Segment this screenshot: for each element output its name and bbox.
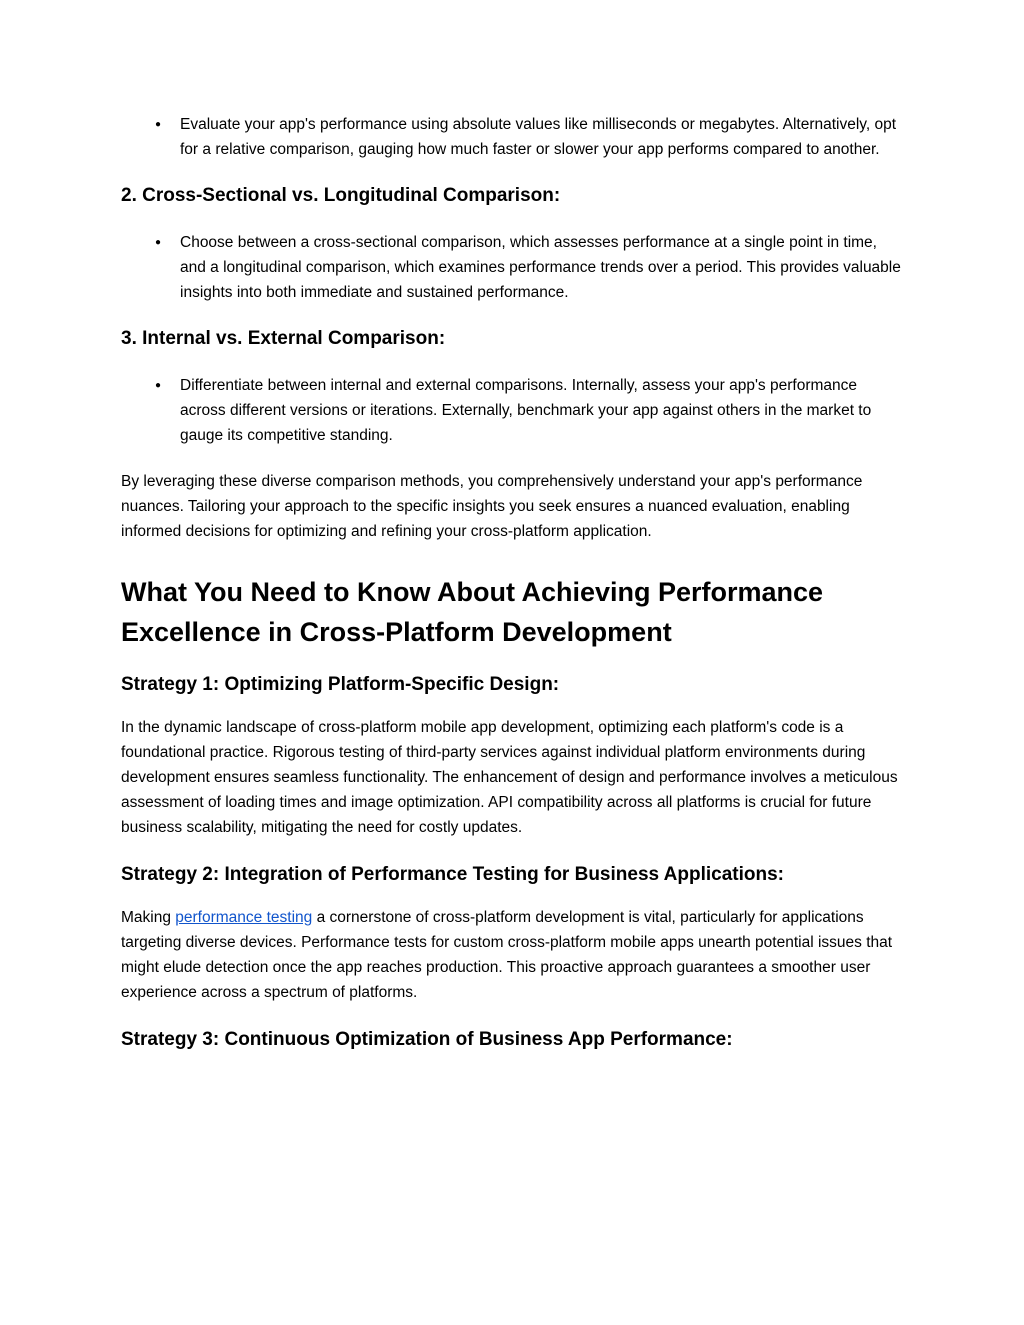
paragraph-strategy-2 <box>121 905 903 1005</box>
bullet-list-cross-sectional <box>121 230 903 305</box>
heading-cross-sectional-vs-longitudinal: 2. Cross-Sectional vs. Longitudinal Comparison: <box>121 185 561 206</box>
paragraph-leveraging-methods <box>121 469 903 544</box>
text-after-link: a cornerstone of cross-platform development is vital, particularly for applications targeting diverse devices. Performance tests for custom cross-platform mobile apps unearth potential issues that might elude detection once the app reaches production. This proactive approach guarantees a smoother user experience across a spectrum of platforms. <box>121 909 893 1001</box>
paragraph-strategy-1 <box>121 715 903 840</box>
text-before-link: Making <box>121 909 176 926</box>
page-title: What You Need to Know About Achieving Performance Excellence in Cross-Platform Development <box>121 577 824 647</box>
performance-testing-link[interactable]: performance testing <box>175 909 313 926</box>
paragraph-text <box>121 905 903 1005</box>
list-item: ● Evaluate your app's performance using absolute values like milliseconds or megabytes. Alternatively, opt for a relative comparison, gauging how much faster or slower your app performs compared to another. <box>121 112 903 162</box>
list-item: ● Choose between a cross-sectional comparison, which assesses performance at a single point in time, and a longitudinal comparison, which examines performance trends over a period. This provides valuable insights into both immediate and sustained performance. <box>121 230 903 305</box>
paragraph-text: By leveraging these diverse comparison methods, you comprehensively understand your app's performance nuances. Tailoring your approach to the specific insights you seek ensures a nuanced evaluation, enabling informed decisions for optimizing and refining your cross-platform application. <box>121 473 863 540</box>
bullet-list-internal-external <box>121 373 903 448</box>
document-content <box>121 112 903 1053</box>
heading-strategy-2: Strategy 2: Integration of Performance Testing for Business Applications: <box>121 864 784 885</box>
bullet-list-absolute-values <box>121 112 903 162</box>
heading-strategy-3: Strategy 3: Continuous Optimization of Business App Performance: <box>121 1029 733 1050</box>
paragraph-text: In the dynamic landscape of cross-platform mobile app development, optimizing each platform's code is a foundational practice. Rigorous testing of third-party services against individual platform environments during development ensures seamless functionality. The enhancement of design and performance involves a meticulous assessment of loading times and image optimization. API compatibility across all platforms is crucial for future business scalability, mitigating the need for costly updates. <box>121 719 898 836</box>
list-item: ● Differentiate between internal and external comparisons. Internally, assess your app's performance across different versions or iterations. Externally, benchmark your app against others in the market to gauge its competitive standing. <box>121 373 903 448</box>
heading-internal-vs-external: 3. Internal vs. External Comparison: <box>121 328 446 349</box>
heading-strategy-1: Strategy 1: Optimizing Platform-Specific Design: <box>121 674 560 695</box>
